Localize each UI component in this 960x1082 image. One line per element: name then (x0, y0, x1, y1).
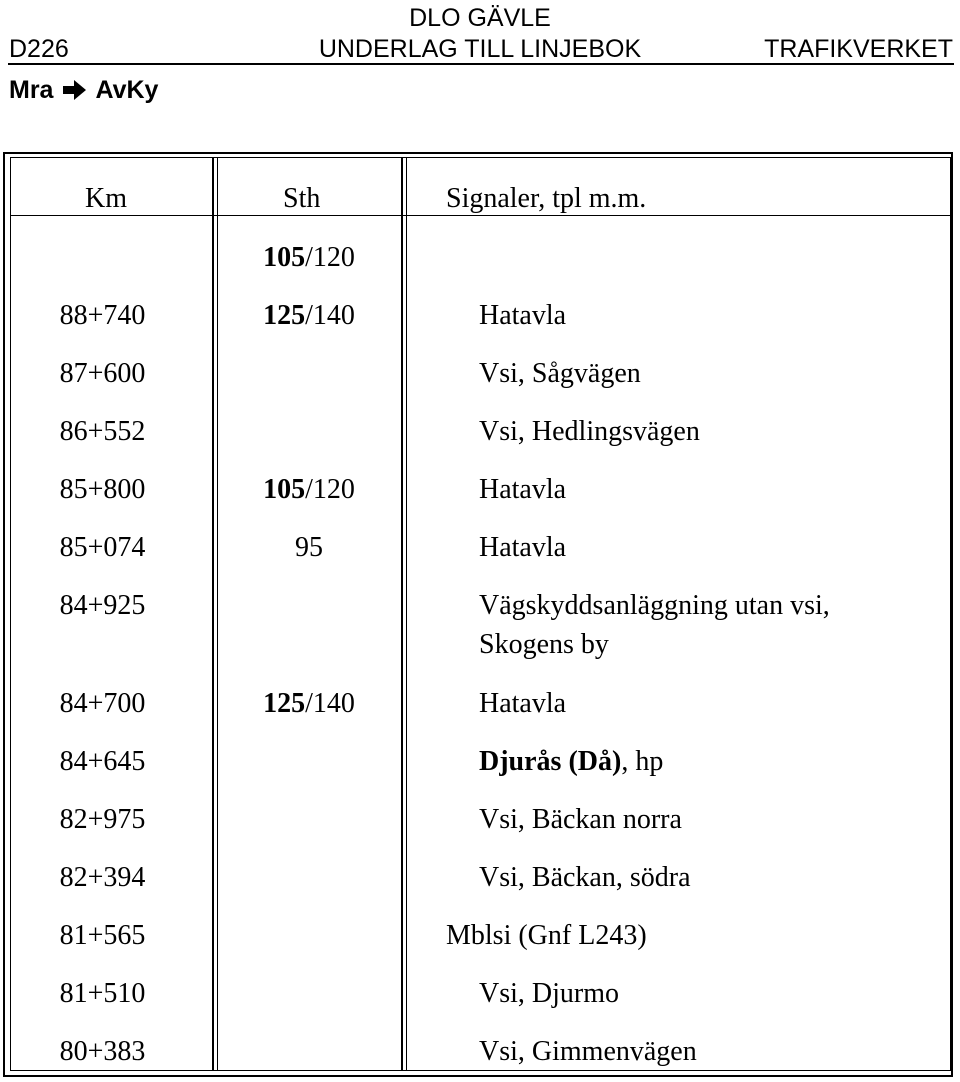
sth-value-bold: 125 (263, 300, 306, 331)
table-row-signal: Vsi, Djurmo (479, 978, 619, 1009)
table-row-signal: Vsi, Sågvägen (479, 358, 641, 389)
route-to: AvKy (95, 76, 159, 104)
column-header-sth: Sth (283, 183, 321, 214)
route-from: Mra (9, 76, 54, 104)
table-row-signal: Hatavla (479, 300, 567, 331)
header-divider (8, 63, 954, 65)
document-title: UNDERLAG TILL LINJEBOK (318, 35, 642, 63)
sth-value-bold: 105 (263, 242, 306, 273)
document-code: D226 (9, 35, 69, 63)
table-row-sth (210, 472, 408, 508)
station-type: , hp (621, 746, 664, 777)
table-row-km: 84+925 (59, 590, 146, 621)
table-row-sth (210, 298, 408, 334)
table-row-sth (210, 240, 408, 276)
table-row-signal: Vsi, Gimmenvägen (479, 1036, 697, 1067)
table-row-signal: Hatavla (479, 688, 567, 719)
table-row-signal: Hatavla (479, 532, 567, 563)
header-row-divider (10, 215, 951, 216)
table-row-km: 81+565 (59, 920, 146, 951)
table-row-km: 82+394 (59, 862, 146, 893)
column-divider-km (212, 157, 214, 1071)
table-row-km: 80+383 (59, 1036, 146, 1067)
column-header-km: Km (85, 183, 127, 214)
table-row-signal (479, 744, 663, 780)
route-line (9, 76, 158, 104)
column-divider-sth (401, 157, 403, 1071)
sth-value: /140 (305, 300, 355, 331)
organization-name: DLO GÄVLE (409, 4, 551, 32)
right-arrow-icon (61, 79, 87, 101)
table-row-km: 84+645 (59, 746, 146, 777)
sth-value: /140 (305, 688, 355, 719)
table-row-km: 81+510 (59, 978, 146, 1009)
table-row-km: 82+975 (59, 804, 146, 835)
sth-value: /120 (305, 242, 355, 273)
column-divider-sth-inner (406, 157, 407, 1071)
agency-name: TRAFIKVERKET (764, 35, 953, 63)
column-divider-km-inner (217, 157, 218, 1071)
table-row-km: 84+700 (59, 688, 146, 719)
table-row-sth: 95 (295, 532, 323, 563)
sth-value-bold: 125 (263, 688, 306, 719)
station-name-bold: Djurås (Då) (479, 746, 622, 777)
table-row-signal: Vsi, Bäckan, södra (479, 862, 691, 893)
table-row-signal: Mblsi (Gnf L243) (446, 920, 647, 951)
table-row-signal: Hatavla (479, 474, 567, 505)
table-row-signal: Vsi, Hedlingsvägen (479, 416, 700, 447)
table-row-km: 86+552 (59, 416, 146, 447)
table-row-sth (210, 686, 408, 722)
sth-value-bold: 105 (263, 474, 306, 505)
sth-value: /120 (305, 474, 355, 505)
table-row-signal: Vägskyddsanläggning utan vsi, (479, 590, 830, 621)
column-header-signals: Signaler, tpl m.m. (446, 183, 647, 214)
table-row-km: 88+740 (59, 300, 146, 331)
table-row-km: 85+074 (59, 532, 146, 563)
table-row-km: 87+600 (59, 358, 146, 389)
table-row-signal: Vsi, Bäckan norra (479, 804, 682, 835)
table-row-signal-line2: Skogens by (479, 629, 609, 660)
table-row-km: 85+800 (59, 474, 146, 505)
